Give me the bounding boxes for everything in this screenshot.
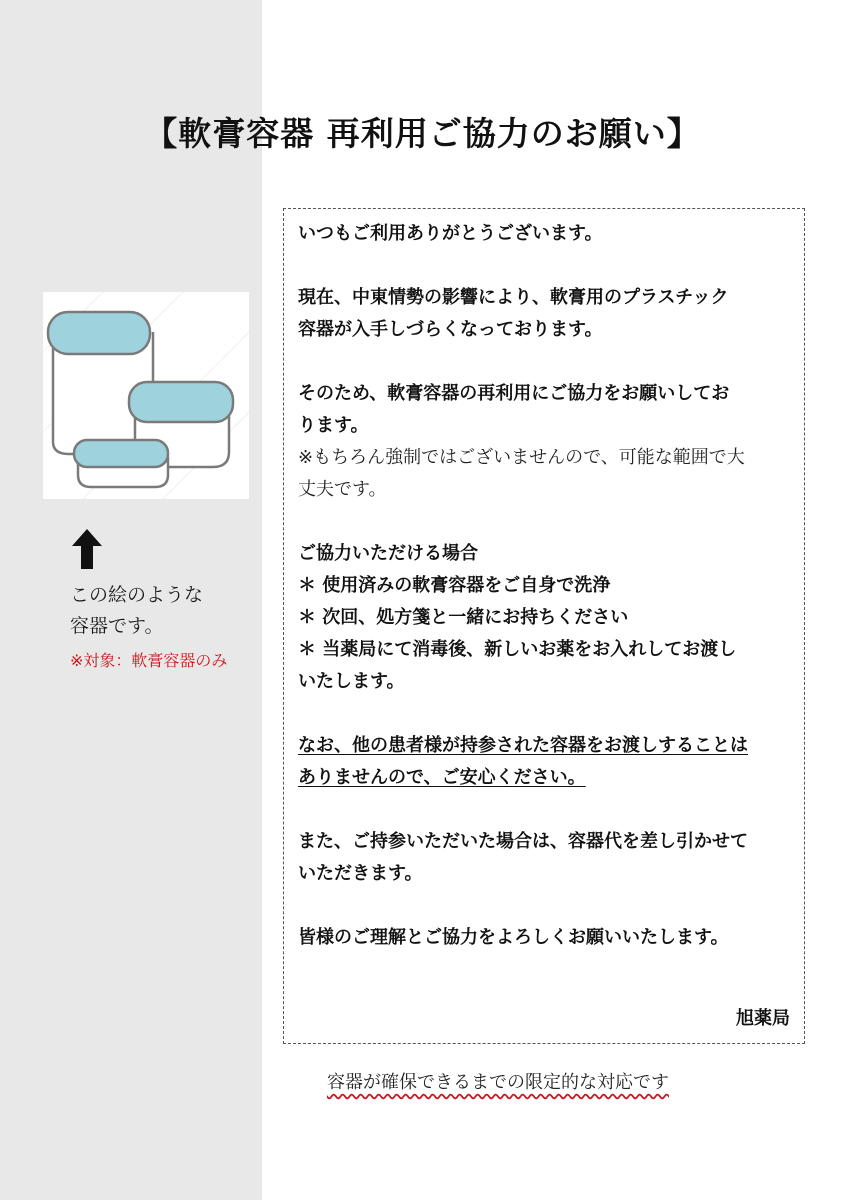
step-2: ＊ 次回、処方箋と一緒にお持ちください (298, 607, 629, 628)
step-1: ＊ 使用済みの軟膏容器をご自身で洗浄 (298, 575, 611, 596)
assurance-line-2: ありませんので、ご安心ください。 (298, 767, 586, 788)
container-caption (70, 580, 203, 642)
page-title: 【軟膏容器 再利用ご協力のお願い】 (144, 114, 701, 153)
notice-body (298, 218, 788, 954)
caption-line-1: この絵のような (70, 584, 204, 606)
up-arrow-icon (72, 529, 102, 569)
reason-line-2: 容器が入手しづらくなっております。 (298, 319, 603, 340)
ointment-jars-icon (43, 292, 249, 499)
step-3-line-1: ＊ 当薬局にて消毒後、新しいお薬をお入れしてお渡し (298, 639, 737, 660)
request-line-2: ります。 (298, 415, 369, 436)
greeting: いつもご利用ありがとうございます。 (298, 223, 603, 244)
discount-line-1: また、ご持参いただいた場合は、容器代を差し引かせて (298, 831, 748, 852)
target-note: ※対象：軟膏容器のみ (70, 651, 228, 670)
discount-line-2: いただきます。 (298, 863, 423, 884)
steps-heading: ご協力いただける場合 (298, 543, 478, 564)
thanks-line: 皆様のご理解とご協力をよろしくお願いいたします。 (298, 927, 729, 948)
pharmacy-signature: 旭薬局 (736, 1008, 790, 1029)
assurance-line-1: なお、他の患者様が持参された容器をお渡しすることは (298, 735, 748, 756)
optional-line-2: 丈夫です。 (298, 479, 387, 500)
reason-line-1: 現在、中東情勢の影響により、軟膏用のプラスチック (298, 287, 729, 308)
footer-note: 容器が確保できるまでの限定的な対応です (327, 1072, 669, 1093)
step-3-line-2: いたします。 (298, 671, 405, 692)
caption-line-2: 容器です。 (70, 615, 164, 637)
optional-line-1: ※もちろん強制ではございませんので、可能な範囲で大 (298, 447, 745, 468)
request-line-1: そのため、軟膏容器の再利用にご協力をお願いしてお (298, 383, 730, 404)
